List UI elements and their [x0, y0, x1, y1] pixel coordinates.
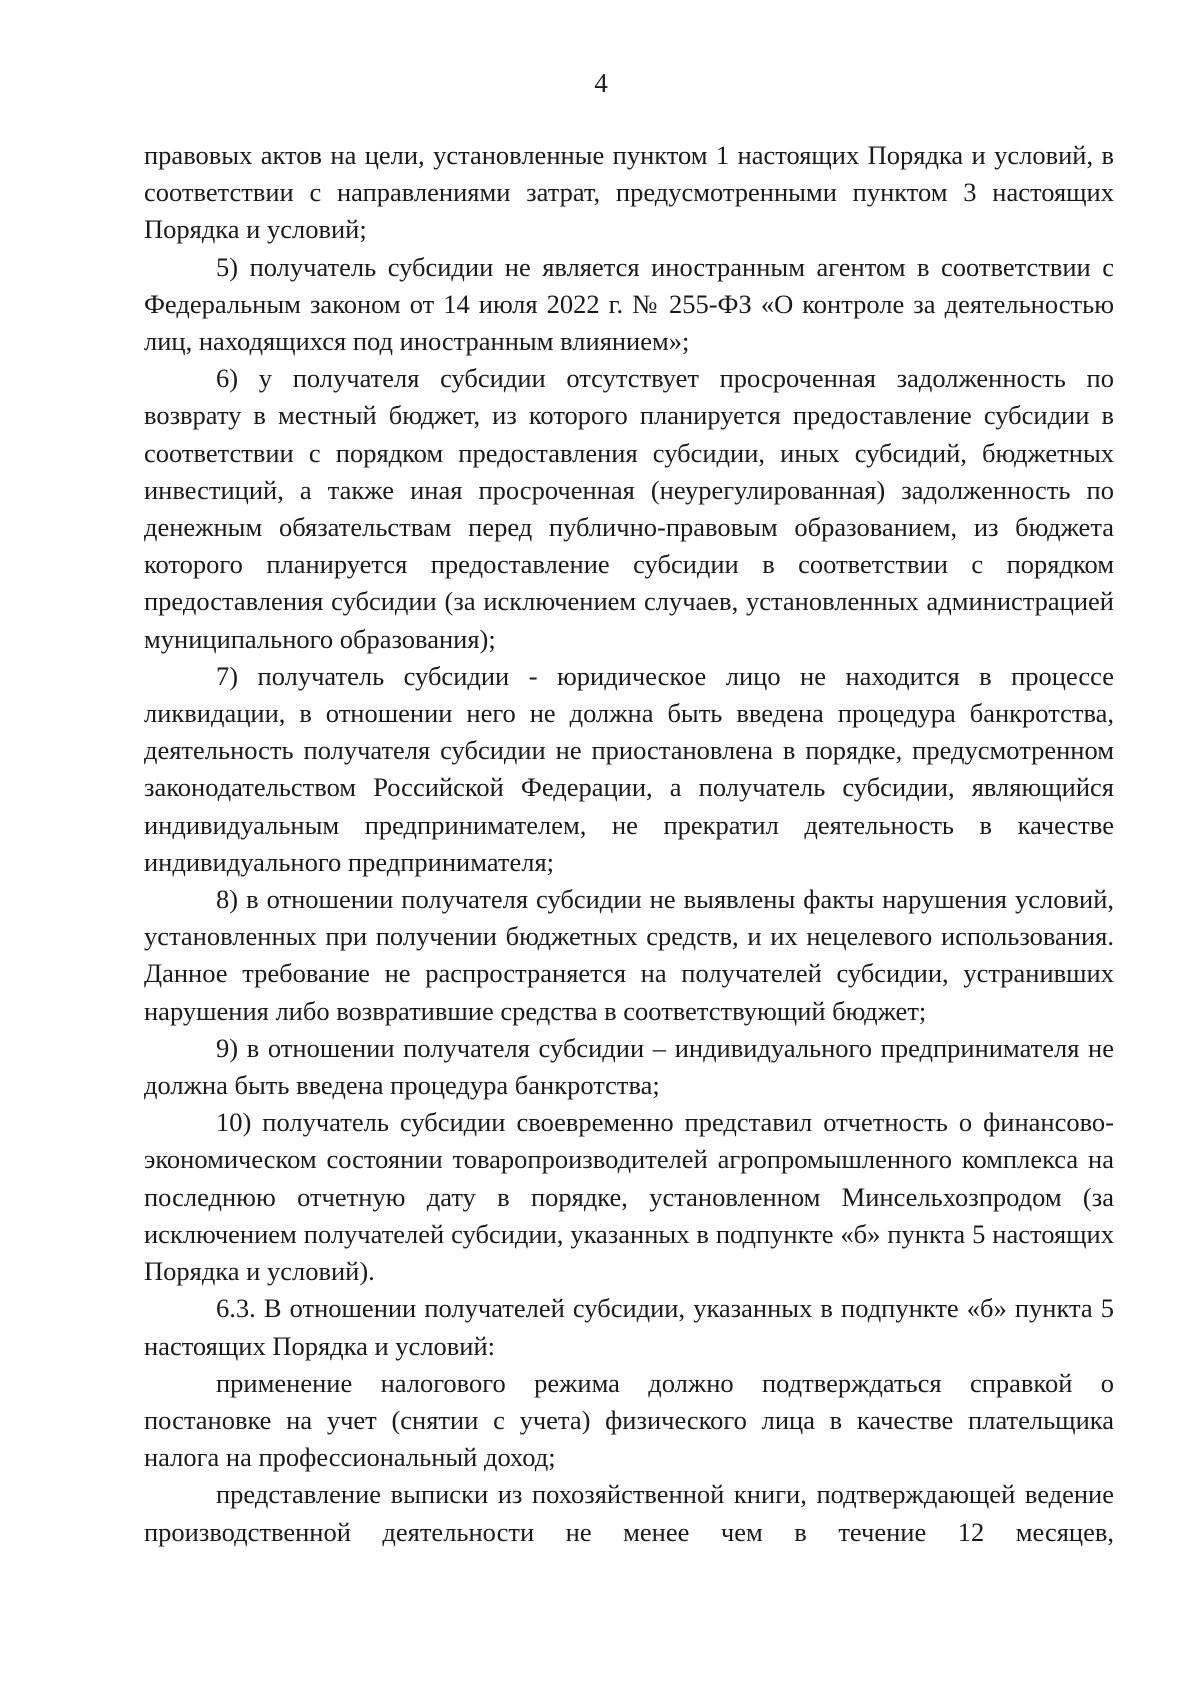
paragraph-continuation: правовых актов на цели, установленные пунктом 1 настоящих Порядка и условий, в соответствии с направлениями затрат, предусмотренными пунктом 3 настоящих Порядка и условий; [144, 140, 1114, 245]
document-body [144, 137, 1114, 1551]
paragraph-item-7: 7) получатель субсидии - юридическое лицо не находится в процессе ликвидации, в отношении него не должна быть введена процедура банкротства, деятельность получателя субсидии не приостановлена в порядке, предусмотренном законодательством Российской Федерации, а получатель субсидии, являющийся индивидуальным предпринимателем, не прекратил деятельность в качестве индивидуального предпринимателя; [144, 660, 1114, 877]
paragraph-item-5: 5) получатель субсидии не является иностранным агентом в соответствии с Федеральным законом от 14 июля 2022 г. № 255-ФЗ «О контроле за деятельностью лиц, находящихся под иностранным влиянием»; [144, 251, 1114, 357]
paragraph-tax-regime: применение налогового режима должно подтверждаться справкой о постановке на учет (снятии с учета) физического лица в качестве плательщика налога на профессиональный доход; [144, 1367, 1114, 1473]
paragraph-item-8: 8) в отношении получателя субсидии не выявлены факты нарушения условий, установленных при получении бюджетных средств, и их нецелевого использования. Данное требование не распространяется на получателей субсидии, устранивших нарушения либо возвратившие средства в соответствующий бюджет; [144, 884, 1114, 1026]
paragraph-item-6: 6) у получателя субсидии отсутствует просроченная задолженность по возврату в местный бюджет, из которого планируется предоставление субсидии в соответствии с порядком предоставления субсидии, иных субсидий, бюджетных инвестиций, а также иная просроченная (неурегулированная) задолженность по денежным обязательствам перед публично-правовым образованием, из бюджета которого планируется предоставление субсидии в соответствии с порядком предоставления субсидии (за исключением случаев, установленных администрацией муниципального образования); [144, 363, 1114, 654]
paragraph-section-6-3: 6.3. В отношении получателей субсидии, указанных в подпункте «б» пункта 5 настоящих Порядка и условий: [144, 1293, 1114, 1361]
paragraph-household-book: представление выписки из похозяйственной книги, подтверждающей ведение производственной деятельности не менее чем в течение 12 месяцев, [144, 1479, 1114, 1547]
page-number: 4 [594, 68, 608, 98]
paragraph-item-9: 9) в отношении получателя субсидии – индивидуального предпринимателя не должна быть введена процедура банкротства; [144, 1032, 1114, 1101]
paragraph-item-10: 10) получатель субсидии своевременно представил отчетность о финансово-экономическом состоянии товаропроизводителей агропромышленного комплекса на последнюю отчетную дату в порядке, установленном Минсельхозпродом (за исключением получателей субсидии, указанных в подпункте «б» пункта 5 настоящих Порядка и условий). [144, 1107, 1114, 1287]
